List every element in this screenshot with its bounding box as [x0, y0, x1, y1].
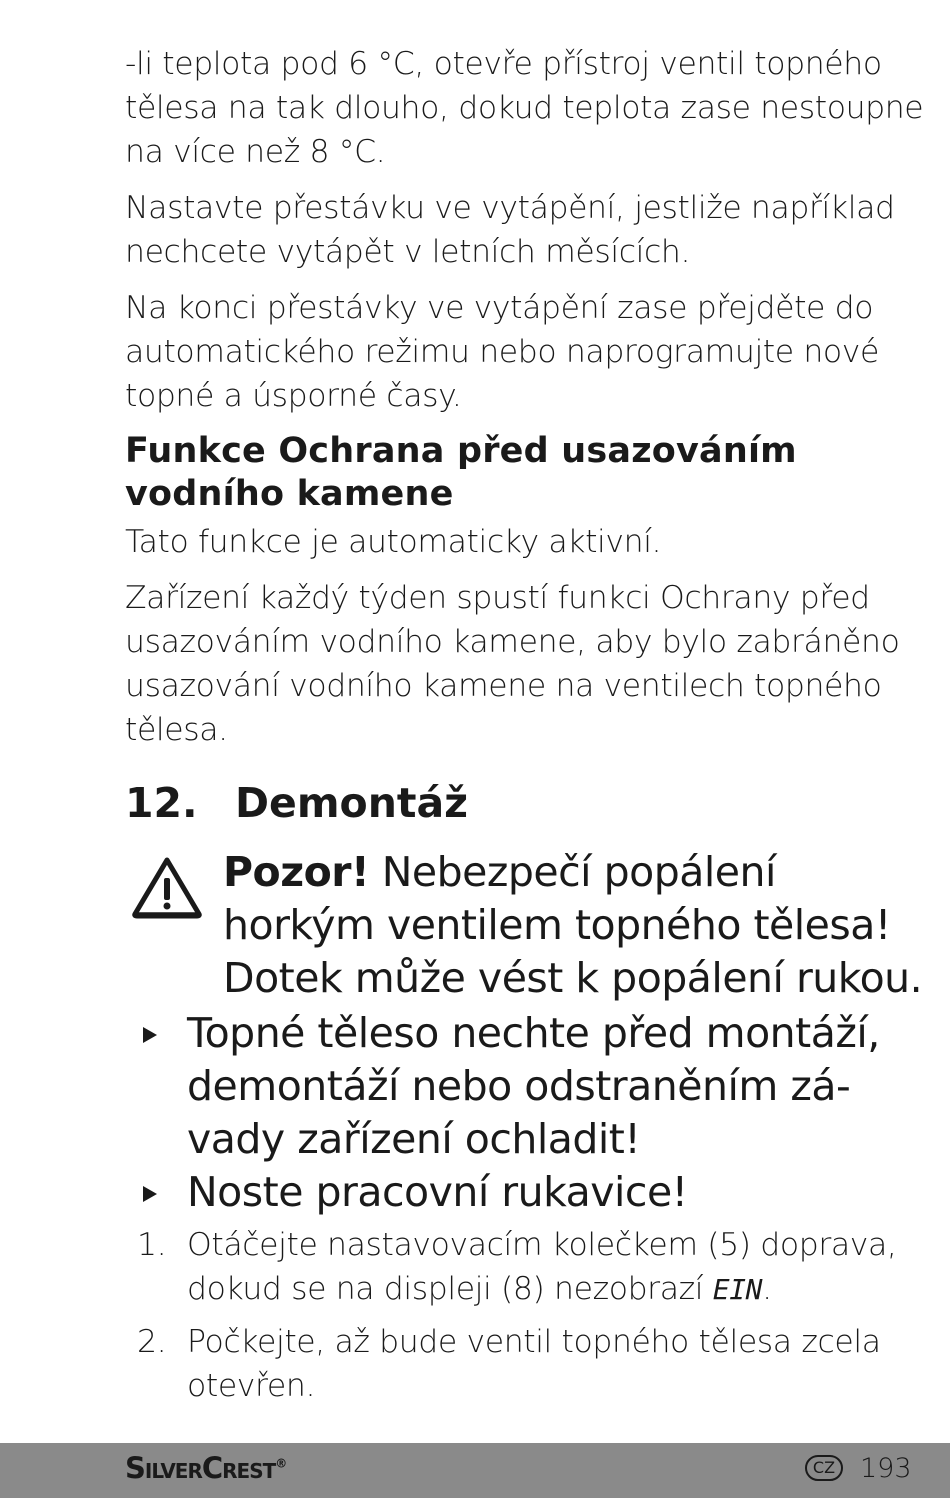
steps-list [125, 1223, 925, 1408]
chapter-number: 12. [125, 779, 198, 827]
bullet-text: Topné těleso nechte před montáží, demontáží nebo odstraněním závady zařízení ochladit! [187, 1009, 880, 1163]
bullet-triangle-icon [143, 1186, 157, 1202]
warning-message: Nebezpečí popálení horkým ventilem topného tělesa! Dotek může vést k popálení rukou. [223, 848, 923, 1002]
display-code: EIN [712, 1273, 763, 1306]
step-text: Otáčejte nastavovacím kolečkem (5) doprava, dokud se na displeji (8) nezobrazí [187, 1227, 897, 1307]
step-number: 1. [137, 1227, 167, 1263]
warning-triangle-icon [131, 856, 203, 920]
bullet-item [125, 1007, 925, 1166]
page-content [125, 42, 925, 1416]
step-text: Počkejte, až bude ventil topného tělesa zcela otevřen. [187, 1324, 881, 1404]
warning-text [223, 846, 925, 1005]
page-footer [0, 1443, 950, 1498]
paragraph: -li teplota pod 6 °C, otevře přístroj ventil topného tělesa na tak dlouho, dokud teplota zase nestoupne na více než 8 °C. [125, 46, 924, 170]
section-heading: Funkce Ochrana před usazováním vodního kamene [125, 431, 797, 514]
language-badge: CZ [805, 1455, 843, 1481]
trademark-symbol: ® [275, 1456, 287, 1471]
step-item [125, 1223, 925, 1312]
warning-label: Pozor! [223, 848, 370, 896]
paragraph: Na konci přestávky ve vytápění zase přejděte do automatického režimu nebo naprogramujte nové topné a úsporné časy. [125, 290, 880, 414]
paragraph: Nastavte přestávku ve vytápění, jestliže například nechcete vytápět v letních měsících. [125, 190, 895, 270]
paragraph: Zařízení každý týden spustí funkci Ochrany před usazováním vodního kamene, aby bylo zabráněno usazování vodního kamene na ventilech topného tělesa. [125, 580, 900, 748]
paragraph: Tato funkce je automaticky aktivní. [125, 524, 662, 560]
step-text-end: . [762, 1271, 772, 1307]
page-number: 193 [860, 1453, 912, 1484]
chapter-heading [125, 778, 925, 828]
bullet-item [125, 1166, 925, 1219]
step-item [125, 1320, 925, 1408]
step-number: 2. [137, 1324, 167, 1360]
bullet-triangle-icon [143, 1027, 157, 1043]
brand-name: SilverCrest [125, 1451, 276, 1485]
chapter-title: Demontáž [235, 779, 469, 827]
bullet-text: Noste pracovní rukavice! [187, 1168, 688, 1216]
warning-block [125, 846, 925, 1005]
brand-logo [125, 1451, 286, 1485]
bullet-list [125, 1007, 925, 1219]
